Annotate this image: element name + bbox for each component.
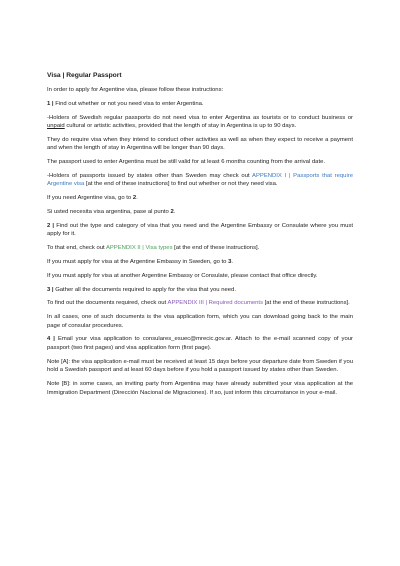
note-a: Note [A]: the visa application e-mail must be received at least 15 days before your departure date from Sweden if you hold a Swedish passport and at least 60 days before if you hold a passport issued by states other than Sweden. xyxy=(47,358,353,374)
embassy-sweden-paragraph xyxy=(47,258,353,267)
appendix-1-link[interactable]: APPENDIX I | Passports that require Argentine visa xyxy=(47,172,354,188)
paragraph-text: -Holders of Swedish regular passports do not need visa to enter Argentina as tourists or to conduct business or xyxy=(47,114,353,121)
other-holders-paragraph xyxy=(47,172,353,189)
paragraph-text: . xyxy=(136,195,138,202)
application-form-paragraph: In all cases, one of such documents is the visa application form, which you can download going back to the main page of consular procedures. xyxy=(47,314,353,329)
step-text: Gather all the documents required to apply for the visa that you need. xyxy=(53,286,236,293)
note-b: Note [B]: in some cases, an inviting party from Argentina may have already submitted your visa application at the Immigration Department (Dirección Nacional de Migraciones). If so, just inform this circumstance in your e-mail. xyxy=(47,381,353,396)
paragraph-text: [at the end of these instructions]. xyxy=(172,245,260,252)
appendix-2-link[interactable]: APPENDIX II | Visa types xyxy=(105,245,173,252)
step-number: 3 | xyxy=(47,286,54,293)
paragraph-text: To find out the documents required, check out xyxy=(47,300,168,307)
paragraph-text: If you must apply for visa at the Argentine Embassy in Sweden, go to xyxy=(47,258,229,265)
paragraph-text: If you need Argentine visa, go to xyxy=(47,195,133,202)
if-need-visa-paragraph xyxy=(47,194,353,203)
step-2 xyxy=(47,222,353,239)
visa-types-paragraph xyxy=(47,244,353,253)
appendix-3-link[interactable]: APPENDIX III | Required documents xyxy=(167,300,264,307)
page-title: Visa | Regular Passport xyxy=(47,72,122,79)
intro-paragraph: In order to apply for Argentine visa, please follow these instructions: xyxy=(47,87,224,93)
other-embassy-paragraph: If you must apply for visa at another Argentine Embassy or Consulate, please contact that office directly. xyxy=(47,272,318,279)
step-reference: 3 xyxy=(228,258,232,265)
required-documents-paragraph xyxy=(47,299,353,308)
step-text: Find out whether or not you need visa to enter Argentina. xyxy=(53,100,204,107)
step-4 xyxy=(47,335,353,352)
step-number: 1 | xyxy=(47,100,54,107)
step-1 xyxy=(47,100,353,109)
passport-validity-paragraph: The passport used to enter Argentina must be still valid for at least 6 months counting from the arrival date. xyxy=(47,159,325,166)
step-text: Find out the type and category of visa that you need and the Argentine Embassy or Consulate where you must apply for it. xyxy=(47,222,353,238)
paragraph-text: [at the end of these instructions]. xyxy=(263,300,350,307)
paragraph-text: . xyxy=(173,209,176,216)
step-number: 2 | xyxy=(47,222,55,229)
step-reference: 2 xyxy=(170,209,174,216)
visa-required-paragraph: They do require visa when they intend to conduct other activities as well as when they expect to receive a payment and when the length of stay in Argentina will be longer than 90 days. xyxy=(47,136,353,152)
paragraph-text: Si usted necesita visa argentina, pase al punto xyxy=(47,209,171,216)
paragraph-text: To that end, check out xyxy=(47,245,106,252)
paragraph-text: -Holders of passports issued by states other than Sweden may check out xyxy=(47,172,253,179)
spanish-paragraph xyxy=(47,208,353,217)
step-number: 4 | xyxy=(47,336,55,343)
underlined-word: unpaid xyxy=(47,123,65,130)
step-3 xyxy=(47,286,353,295)
step-text: Email your visa application to consulares_esuec@mrecic.gov.ar. Attach to the e-mail scanned copy of your passport (two first pages) and visa application form (first page). xyxy=(47,336,353,351)
paragraph-text: . xyxy=(231,258,233,265)
paragraph-text: cultural or artistic activities, provided that the length of stay in Argentina is up to 90 days. xyxy=(64,123,297,130)
step-reference: 2 xyxy=(132,195,137,202)
swedish-holders-paragraph xyxy=(47,114,353,131)
paragraph-text: [at the end of these instructions] to find out whether or not they need visa. xyxy=(84,181,278,188)
